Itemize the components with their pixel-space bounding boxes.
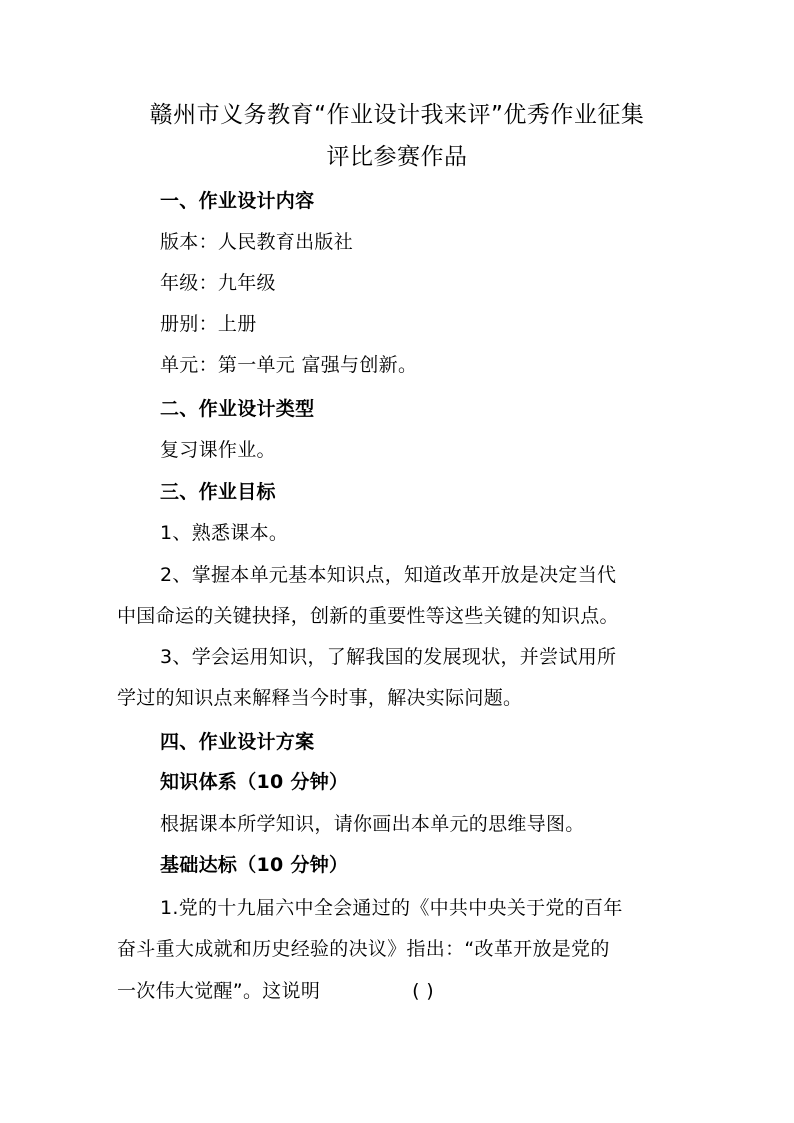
question-1-line-3-text: 一次伟大觉醒”。这说明 xyxy=(117,980,321,1002)
question-1-line-1: 1.党的十九届六中全会通过的《中共中央关于党的百年 xyxy=(160,897,623,919)
section-3-heading: 三、作业目标 xyxy=(160,481,276,503)
goal-3-line-1: 3、学会运用知识，了解我国的发展现状，并尝试用所 xyxy=(160,646,617,668)
question-1-line-2: 奋斗重大成就和历史经验的决议》指出：“改革开放是党的 xyxy=(117,938,610,960)
question-1-line-3 xyxy=(117,978,434,1004)
knowledge-system-task: 根据课本所学知识，请你画出本单元的思维导图。 xyxy=(160,813,585,835)
knowledge-system-heading: 知识体系（10 分钟） xyxy=(160,771,349,793)
document-title-line-1: 赣州市义务教育“作业设计我来评”优秀作业征集 xyxy=(149,102,645,128)
section-4-heading: 四、作业设计方案 xyxy=(160,731,315,753)
basic-standards-heading: 基础达标（10 分钟） xyxy=(160,854,349,876)
section-2-heading: 二、作业设计类型 xyxy=(160,398,315,420)
document-title-line-2: 评比参赛作品 xyxy=(326,144,468,170)
goal-1-line: 1、熟悉课本。 xyxy=(160,522,289,544)
section-1-heading: 一、作业设计内容 xyxy=(160,190,315,212)
homework-type-line: 复习课作业。 xyxy=(160,439,276,461)
goal-2-line-1: 2、掌握本单元基本知识点，知道改革开放是决定当代 xyxy=(160,564,617,586)
goal-2-line-2: 中国命运的关键抉择，创新的重要性等这些关键的知识点。 xyxy=(117,605,619,627)
goal-3-line-2: 学过的知识点来解释当今时事，解决实际问题。 xyxy=(117,687,523,709)
unit-line: 单元：第一单元 富强与创新。 xyxy=(160,354,418,376)
answer-blank: ( ) xyxy=(412,980,434,1002)
version-line: 版本：人民教育出版社 xyxy=(160,231,354,253)
grade-line: 年级：九年级 xyxy=(160,272,276,294)
volume-line: 册别：上册 xyxy=(160,313,257,335)
